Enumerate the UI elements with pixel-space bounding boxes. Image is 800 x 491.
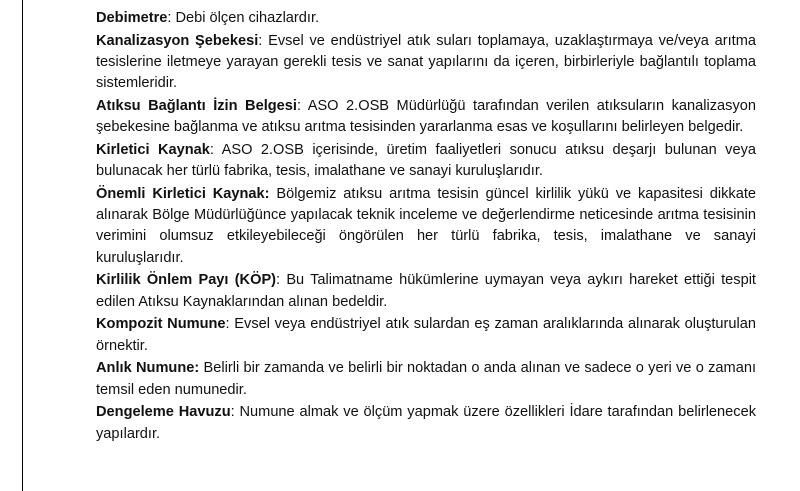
definition-entry: [96, 358, 756, 400]
definition-term: Dengeleme Havuzu: [96, 404, 231, 421]
definition-text: : ASO 2.OSB içerisinde, üretim faaliyetleri sonucu atıksu deşarjı bulunan veya bulunacak her türlü fabrika, tesis, imalathane ve sanayi kuruluşlarıdır.: [96, 142, 756, 180]
definition-entry: [96, 8, 756, 29]
definition-entry: [96, 402, 756, 444]
definition-entry: [96, 96, 756, 138]
definition-term: Anlık Numune:: [96, 360, 200, 377]
definition-entry: [96, 31, 756, 95]
definition-term: Kirlilik Önlem Payı (KÖP): [96, 272, 277, 289]
definition-entry: [96, 270, 756, 312]
definition-text: Belirli bir zamanda ve belirli bir noktadan o anda alınan ve sadece o yeri ve o zamanı temsil eden numunedir.: [96, 360, 756, 398]
definition-entry: [96, 184, 756, 269]
definition-text: : ASO 2.OSB Müdürlüğü tarafından verilen atıksuların kanalizasyon şebekesine bağlanma ve atıksu arıtma tesisinden yararlanma esas ve koşullarını belirleyen belgedir.: [96, 98, 756, 136]
definition-text: Bölgemiz atıksu arıtma tesisin güncel kirlilik yükü ve kapasitesi dikkate alınarak Bölge Müdürlüğünce yapılacak teknik inceleme ve değerlendirme neticesinde arıtma tesisinin verimini olumsuz etkileyebileceği öngörülen her türlü fabrika, tesis, imalathane ve sanayi kuruluşlarıdır.: [96, 186, 756, 266]
definition-entry: [96, 314, 756, 356]
definition-term: Kirletici Kaynak: [96, 142, 210, 158]
definition-term: Kompozit Numune: [96, 316, 226, 333]
definition-list: [96, 8, 756, 446]
definition-text: : Bu Talimatname hükümlerine uymayan veya aykırı hareket ettiği tespit edilen Atıksu Kaynaklarından alınan bedeldir.: [96, 272, 756, 310]
definition-text: : Debi ölçen cihazlardır.: [167, 10, 320, 26]
definition-entry: [96, 140, 756, 182]
page-border-rule: [22, 0, 23, 491]
definition-term: Debimetre: [96, 10, 168, 26]
definition-term: Kanalizasyon Şebekesi: [96, 32, 259, 49]
definition-text: : Evsel veya endüstriyel atık sulardan eş zaman aralıklarında alınarak oluşturulan örnektir.: [96, 316, 756, 354]
definition-term: Önemli Kirletici Kaynak:: [96, 186, 270, 202]
definition-term: Atıksu Bağlantı İzin Belgesi: [96, 98, 297, 114]
definition-text: : Evsel ve endüstriyel atık suları toplamaya, uzaklaştırmaya ve/veya arıtma tesislerine iletmeye yarayan gerekli tesis ve sanat yapılarını da içeren, birbirleriyle bağlantılı toplama sistemleridir.: [96, 32, 756, 92]
definition-text: : Numune almak ve ölçüm yapmak üzere özellikleri İdare tarafından belirlenecek yapılardır.: [96, 404, 756, 442]
